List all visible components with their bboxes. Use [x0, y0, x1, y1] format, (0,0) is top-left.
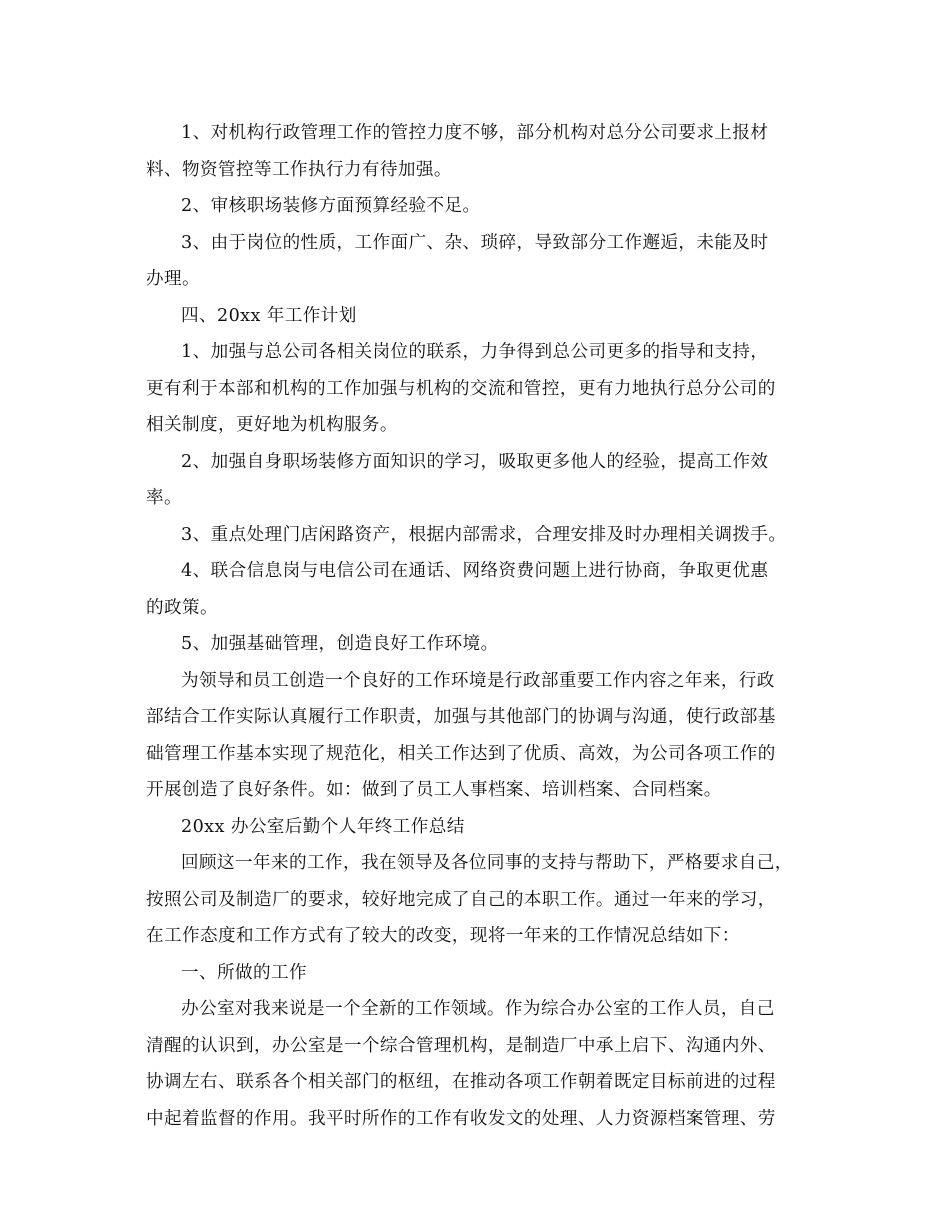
text-line: 2、加强自身职场装修方面知识的学习，吸取更多他人的经验，提高工作效	[181, 451, 769, 472]
text-line: 的政策。	[146, 597, 218, 618]
text-line: 部结合工作实际认真履行工作职责，加强与其他部门的协调与沟通，使行政部基	[146, 707, 776, 727]
text-line: 率。	[146, 488, 182, 508]
text-line: 5、加强基础管理，创造良好工作环境。	[181, 634, 499, 654]
text-line: 按照公司及制造厂的要求，较好地完成了自己的本职工作。通过一年来的学习，	[146, 889, 776, 910]
text-line: 20xx 办公室后勤个人年终工作总结	[181, 816, 465, 837]
text-line: 为领导和员工创造一个良好的工作环境是行政部重要工作内容之年来，行政	[181, 670, 775, 691]
text-line: 一、所做的工作	[181, 962, 307, 983]
text-line: 4、联合信息岗与电信公司在通话、网络资费问题上进行协商，争取更优惠	[181, 561, 769, 581]
text-line: 础管理工作基本实现了规范化，相关工作达到了优质、高效，为公司各项工作的	[146, 743, 776, 764]
text-line: 相关制度，更好地为机构服务。	[146, 415, 398, 435]
text-line: 1、加强与总公司各相关岗位的联系，力争得到总公司更多的指导和支持，	[181, 342, 769, 362]
text-line: 3、重点处理门店闲路资产，根据内部需求，合理安排及时办理相关调拨手。	[181, 524, 787, 545]
text-line: 中起着监督的作用。我平时所作的工作有收发文的处理、人力资源档案管理、劳	[146, 1108, 776, 1129]
text-line: 更有利于本部和机构的工作加强与机构的交流和管控，更有力地执行总分公司的	[146, 378, 776, 399]
text-line: 1、对机构行政管理工作的管控力度不够，部分机构对总分公司要求上报材	[181, 123, 769, 143]
text-line: 办公室对我来说是一个全新的工作领域。作为综合办公室的工作人员，自己	[181, 999, 775, 1019]
text-line: 办理。	[146, 269, 200, 289]
text-line: 2、审核职场装修方面预算经验不足。	[181, 196, 481, 216]
text-line: 协调左右、联系各个相关部门的枢纽，在推动各项工作朝着既定目标前进的过程	[146, 1072, 776, 1092]
text-line: 料、物资管控等工作执行力有待加强。	[146, 159, 452, 180]
text-line: 3、由于岗位的性质，工作面广、杂、琐碎，导致部分工作邂逅，未能及时	[181, 232, 769, 253]
document-page	[146, 115, 810, 1137]
text-line: 四、20xx 年工作计划	[181, 305, 357, 326]
text-line: 开展创造了良好条件。如：做到了员工人事档案、培训档案、合同档案。	[146, 780, 722, 800]
text-line: 清醒的认识到，办公室是一个综合管理机构，是制造厂中承上启下、沟通内外、	[146, 1035, 776, 1056]
text-line: 回顾这一年来的工作，我在领导及各位同事的支持与帮助下，严格要求自己，	[181, 853, 793, 873]
text-line: 在工作态度和工作方式有了较大的改变，现将一年来的工作情况总结如下：	[146, 926, 740, 946]
